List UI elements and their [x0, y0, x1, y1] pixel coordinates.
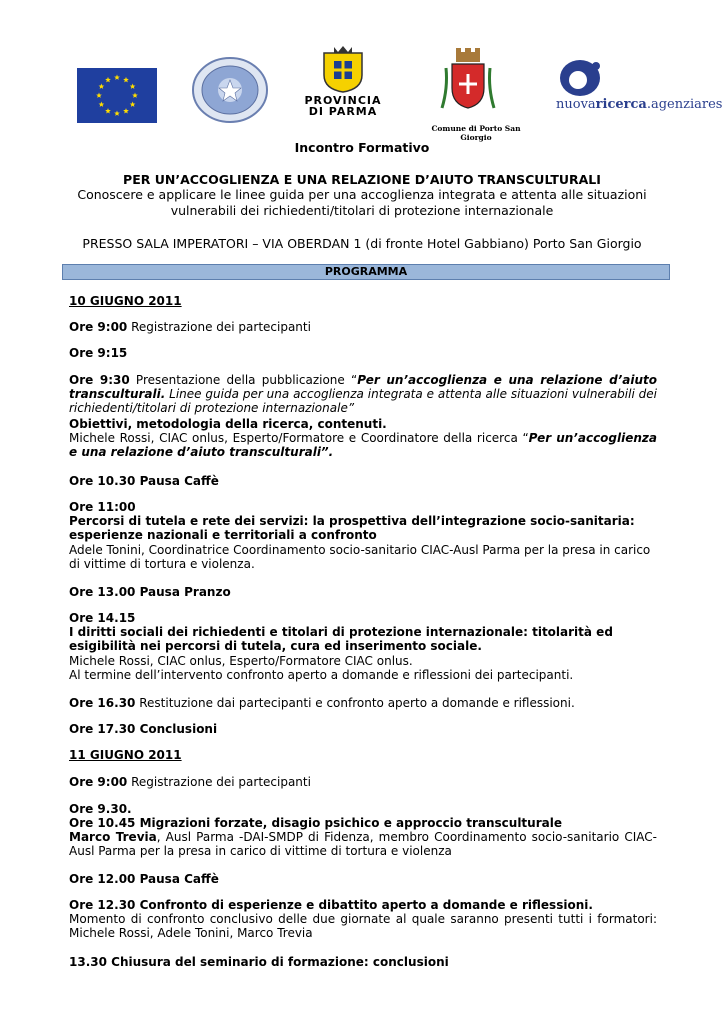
programme-bar: PROGRAMMA: [62, 264, 670, 280]
session-1415-speaker: Michele Rossi, CIAC onlus, Esperto/Formatore CIAC onlus.: [69, 654, 413, 668]
day2-coffee-break: Ore 12.00 Pausa Caffè: [69, 872, 219, 886]
session-1045-speaker: [69, 830, 657, 858]
day2-session-930: Ore 9.30.: [69, 802, 132, 816]
logo-strip: [0, 0, 724, 140]
day1-session-1415-time: Ore 14.15: [69, 611, 136, 625]
session-1630-text: Restituzione dai partecipanti e confronto aperto a domande e riflessioni.: [135, 696, 575, 710]
session-1045-speaker-name: Marco Trevia: [69, 830, 157, 844]
day1-session-1630: [69, 696, 657, 710]
day1-registration-text: Registrazione dei partecipanti: [127, 320, 311, 334]
event-venue: PRESSO SALA IMPERATORI – VIA OBERDAN 1 (di fronte Hotel Gabbiano) Porto San Giorgio: [82, 236, 642, 251]
day1-registration-time: Ore 9:00: [69, 320, 128, 334]
agenzia-part: .agenziares: [646, 97, 723, 112]
day2-session-1230: Ore 12.30 Confronto di esperienze e dibattito aperto a domande e riflessioni.: [69, 898, 593, 912]
day1-conclusions: Ore 17.30 Conclusioni: [69, 722, 218, 736]
ricerca-part: ricerca: [595, 97, 647, 112]
event-subtitle-line2: vulnerabili dei richiedenti/titolari di protezione internazionale: [170, 203, 554, 218]
provincia-parma-text: [300, 95, 386, 117]
day1-lunch-break: Ore 13.00 Pausa Pranzo: [69, 585, 231, 599]
day2-closing: 13.30 Chiusura del seminario di formazione: conclusioni: [69, 955, 449, 969]
event-subtitle: [0, 187, 724, 219]
day1-session-915: Ore 9:15: [69, 346, 128, 360]
session-930-speaker: [69, 431, 657, 459]
session-1100-speaker: Adele Tonini, Coordinatrice Coordinamento socio-sanitario CIAC-Ausl Parma per la presa in carico di vittime di tortura e violenza.: [69, 543, 651, 571]
session-930-speaker-text: Michele Rossi, CIAC onlus, Esperto/Formatore e Coordinatore della ricerca “: [69, 431, 529, 445]
day1-date: 10 GIUGNO 2011: [69, 294, 182, 308]
day1-session-930: [69, 373, 657, 415]
event-subtitle-line1: Conoscere e applicare le linee guida per una accoglienza integrata e attenta alle situazioni: [77, 187, 647, 202]
provincia-text-line2: DI PARMA: [308, 105, 378, 118]
event-kicker: Incontro Formativo: [294, 140, 430, 155]
eu-flag-logo: [77, 68, 157, 123]
session-1100-topic: Percorsi di tutela e rete dei servizi: la prospettiva dell’integrazione socio-sanitaria: esperienze nazionali e territoriali a confronto: [69, 514, 635, 542]
session-1230-text: Momento di confronto conclusivo delle due giornate al quale saranno presenti tutti i formatori: Michele Rossi, Adele Tonini, Marco Trevia: [69, 912, 657, 940]
day1-coffee-break: Ore 10.30 Pausa Caffè: [69, 474, 219, 488]
ministry-seal-logo: [190, 52, 270, 124]
day2-session-1045: Ore 10.45 Migrazioni forzate, disagio psichico e approccio transculturale: [69, 816, 562, 830]
session-1630-time: Ore 16.30: [69, 696, 136, 710]
comune-crest-logo: [438, 48, 498, 118]
nuovaricerca-wordmark: [556, 97, 722, 112]
session-1045-speaker-text: , Ausl Parma -DAI-SMDP di Fidenza, membro Coordinamento socio-sanitario CIAC-Ausl Parma per la presa in carico di vittime di tortura e violenza: [69, 830, 657, 858]
day2-date: 11 GIUGNO 2011: [69, 748, 182, 762]
session-930-topic: Obiettivi, metodologia della ricerca, contenuti.: [69, 417, 387, 431]
comune-caption: Comune di Porto San Giorgio: [431, 124, 521, 142]
day2-registration: [69, 775, 657, 789]
session-930-time: Ore 9:30: [69, 373, 130, 387]
day1-session-1100-time: Ore 11:00: [69, 500, 136, 514]
day1-registration: [69, 320, 657, 334]
provincia-text-line1: PROVINCIA: [304, 94, 382, 107]
nuovaricerca-swirl-logo: [556, 56, 616, 98]
session-930-title: Per un’accoglienza e una relazione d’aiuto transculturali.: [69, 373, 657, 401]
session-930-intro: Presentazione della pubblicazione “: [129, 373, 358, 387]
event-title: PER UN’ACCOGLIENZA E UNA RELAZIONE D’AIUTO TRANSCULTURALI: [123, 172, 601, 187]
day2-registration-time: Ore 9:00: [69, 775, 128, 789]
session-1415-topic: I diritti sociali dei richiedenti e titolari di protezione internazionale: titolarità ed esigibilità nei percorsi di tutela, cura ed inserimento sociale.: [69, 625, 613, 653]
provincia-parma-crest-logo: [320, 45, 366, 93]
nuova-part: nuova: [556, 97, 596, 112]
session-930-speaker-title: Per un’accoglienza e una relazione d’aiuto transculturali”.: [69, 431, 658, 459]
session-930-subtitle: Linee guida per una accoglienza integrata e attenta alle situazioni vulnerabili dei richiedenti/titolari di protezione internazionale”: [69, 387, 657, 415]
day2-registration-text: Registrazione dei partecipanti: [127, 775, 311, 789]
session-1415-note: Al termine dell’intervento confronto aperto a domande e riflessioni dei partecipanti.: [69, 668, 574, 682]
